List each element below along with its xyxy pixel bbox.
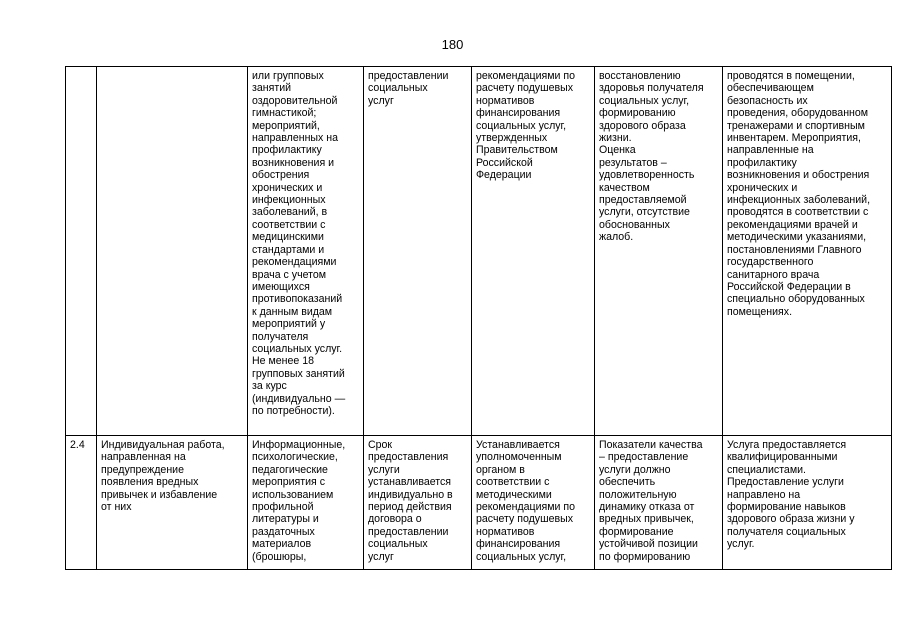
service-name-cell — [97, 67, 248, 436]
service-content-cell: Информационные, психологические, педагогические мероприятия с использованием профильной литературы и раздаточных материалов (брошюры, — [248, 436, 364, 570]
service-content-cell: или групповых занятий оздоровительной гимнастикой; мероприятий, направленных на профилактику возникновения и обострения хронических и инфекционных заболеваний, в соответствии с медицинскими стандартами и рекомендациями врача с учетом имеющихся противопоказаний к данным видам мероприятий у получателя социальных услуг. Не менее 18 групповых занятий за курс (индивидуально — по потребности). — [248, 67, 364, 436]
row-number-cell: 2.4 — [66, 436, 97, 570]
quality-indicators-cell: Показатели качества – предоставление услуги должно обеспечить положительную динамику отказа от вредных привычек, формирование устойчивой позиции по формированию — [595, 436, 723, 570]
service-name-cell: Индивидуальная работа, направленная на предупреждение появления вредных привычек и избавление от них — [97, 436, 248, 570]
service-norm-cell: Устанавливается уполномоченным органом в соответствии с методическими рекомендациями по расчету подушевых нормативов финансирования социальных услуг, — [472, 436, 595, 570]
service-norm-cell: рекомендациями по расчету подушевых нормативов финансирования социальных услуг, утвержденных Правительством Российской Федерации — [472, 67, 595, 436]
table-row — [66, 436, 892, 570]
service-conditions-cell: Услуга предоставляется квалифицированными специалистами. Предоставление услуги направлено на формирование навыков здорового образа жизни у получателя социальных услуг. — [723, 436, 892, 570]
row-number-cell — [66, 67, 97, 436]
service-conditions-cell: проводятся в помещении, обеспечивающем безопасность их проведения, оборудованном тренажерами и спортивным инвентарем. Мероприятия, направленные на профилактику возникновения и обострения хронических и инфекционных заболеваний, проводятся в соответствии с рекомендациями врачей и методическими указаниями, постановлениями Главного государственного санитарного врача Российской Федерации в специально оборудованных помещениях. — [723, 67, 892, 436]
service-term-cell: Срок предоставления услуги устанавливается индивидуально в период действия договора о предоставлении социальных услуг — [364, 436, 472, 570]
table-row — [66, 67, 892, 436]
quality-indicators-cell: восстановлению здоровья получателя социальных услуг, формированию здорового образа жизни. Оценка результатов – удовлетворенность качеством предоставляемой услуги, отсутствие обоснованных жалоб. — [595, 67, 723, 436]
services-table — [65, 66, 892, 570]
page-number: 180 — [441, 37, 464, 52]
service-term-cell: предоставлении социальных услуг — [364, 67, 472, 436]
